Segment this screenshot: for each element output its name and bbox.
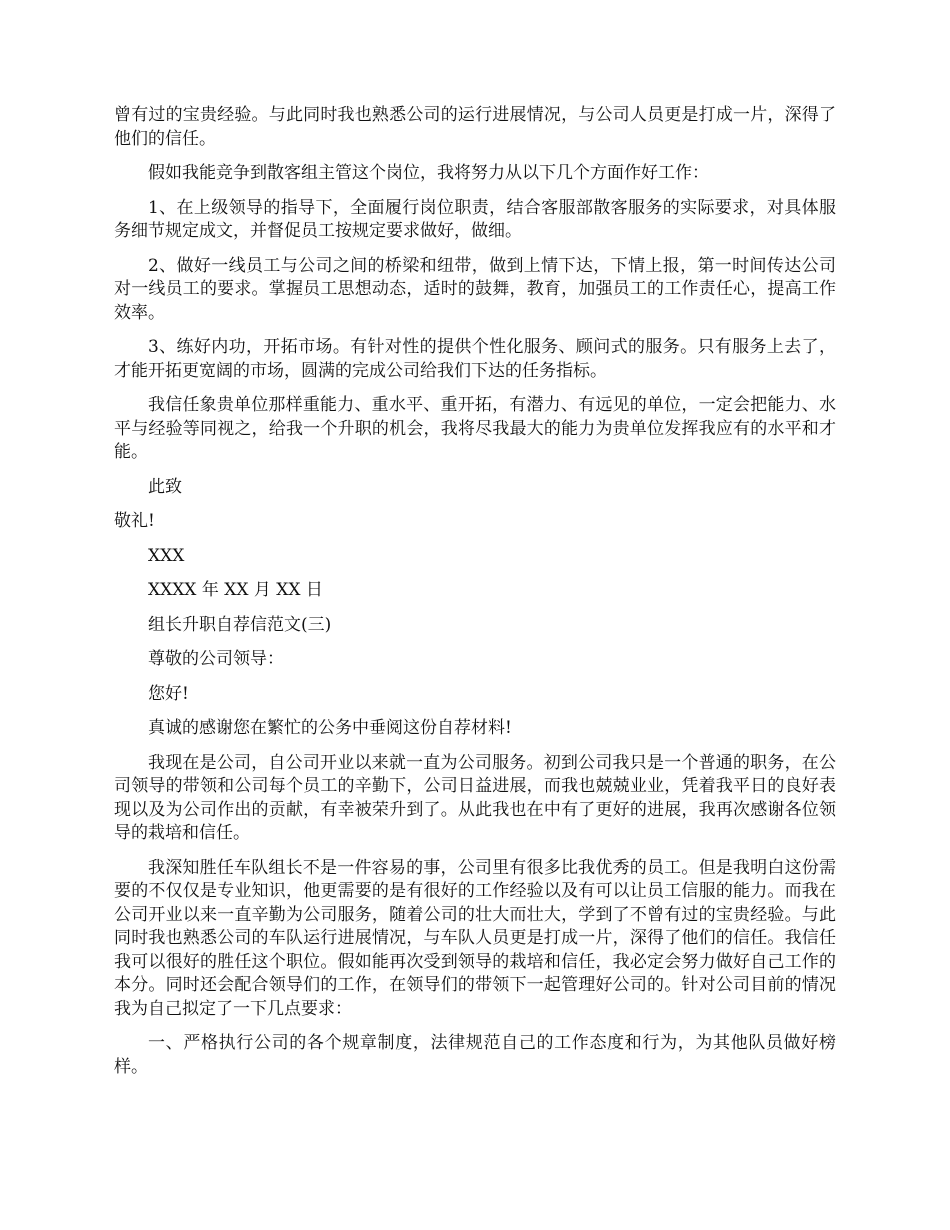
paragraph-5: 3、练好内功，开拓市场。有针对性的提供个性化服务、顾问式的服务。只有服务上去了，才能开拓更宽阔的市场，圆满的完成公司给我们下达的任务指标。 bbox=[114, 337, 836, 381]
signature-name: XXX bbox=[148, 545, 185, 566]
paragraph-3: 1、在上级领导的指导下，全面履行岗位职责，结合客服部散客服务的实际要求，对具体服务细节规定成文，并督促员工按规定要求做好，做细。 bbox=[114, 197, 836, 241]
document-page bbox=[114, 104, 836, 1090]
paragraph-requirement-1: 一、严格执行公司的各个规章制度，法律规范自己的工作态度和行为，为其他队员做好榜样。 bbox=[114, 1033, 836, 1077]
closing-regards: 敬礼! bbox=[114, 511, 155, 531]
paragraph-4: 2、做好一线员工与公司之间的桥梁和纽带，做到上情下达，下情上报，第一时间传达公司对一线员工的要求。掌握员工思想动态，适时的鼓舞，教育，加强员工的工作责任心，提高工作效率。 bbox=[114, 255, 836, 323]
paragraph-1: 曾有过的宝贵经验。与此同时我也熟悉公司的运行进展情况，与公司人员更是打成一片，深得了他们的信任。 bbox=[114, 105, 836, 149]
paragraph-6: 我信任象贵单位那样重能力、重水平、重开拓，有潜力、有远见的单位，一定会把能力、水平与经验等同视之，给我一个升职的机会，我将尽我最大的能力为贵单位发挥我应有的水平和才能。 bbox=[114, 395, 836, 462]
section-title: 组长升职自荐信范文(三) bbox=[148, 614, 332, 635]
paragraph-background: 我现在是公司，自公司开业以来就一直为公司服务。初到公司我只是一个普通的职务，在公司领导的带领和公司每个员工的辛勤下，公司日益进展，而我也兢兢业业，凭着我平日的良好表现以及为公司作出的贡献，有幸被荣升到了。从此我也在中有了更好的进展，我再次感谢各位领导的栽培和信任。 bbox=[114, 752, 836, 843]
closing-salutation: 此致 bbox=[148, 476, 182, 497]
paragraph-thanks: 真诚的感谢您在繁忙的公务中垂阅这份自荐材料! bbox=[148, 718, 512, 738]
paragraph-2: 假如我能竞争到散客组主管这个岗位，我将努力从以下几个方面作好工作： bbox=[148, 163, 709, 183]
greeting-hello: 您好! bbox=[148, 683, 189, 704]
signature-date: XXXX 年 XX 月 XX 日 bbox=[148, 580, 323, 600]
greeting-recipient: 尊敬的公司领导： bbox=[148, 649, 284, 669]
paragraph-qualifications: 我深知胜任车队组长不是一件容易的事，公司里有很多比我优秀的员工。但是我明白这份需要的不仅仅是专业知识，他更需要的是有很好的工作经验以及有可以让员工信服的能力。而我在公司开业以来一直辛勤为公司服务，随着公司的壮大而壮大，学到了不曾有过的宝贵经验。与此同时我也熟悉公司的车队运行进展情况，与车队人员更是打成一片，深得了他们的信任。我信任我可以很好的胜任这个职位。假如能再次受到领导的栽培和信任，我必定会努力做好自己工作的本分。同时还会配合领导们的工作，在领导们的带领下一起管理好公司的。针对公司目前的情况我为自己拟定了一下几点要求： bbox=[114, 857, 836, 1019]
